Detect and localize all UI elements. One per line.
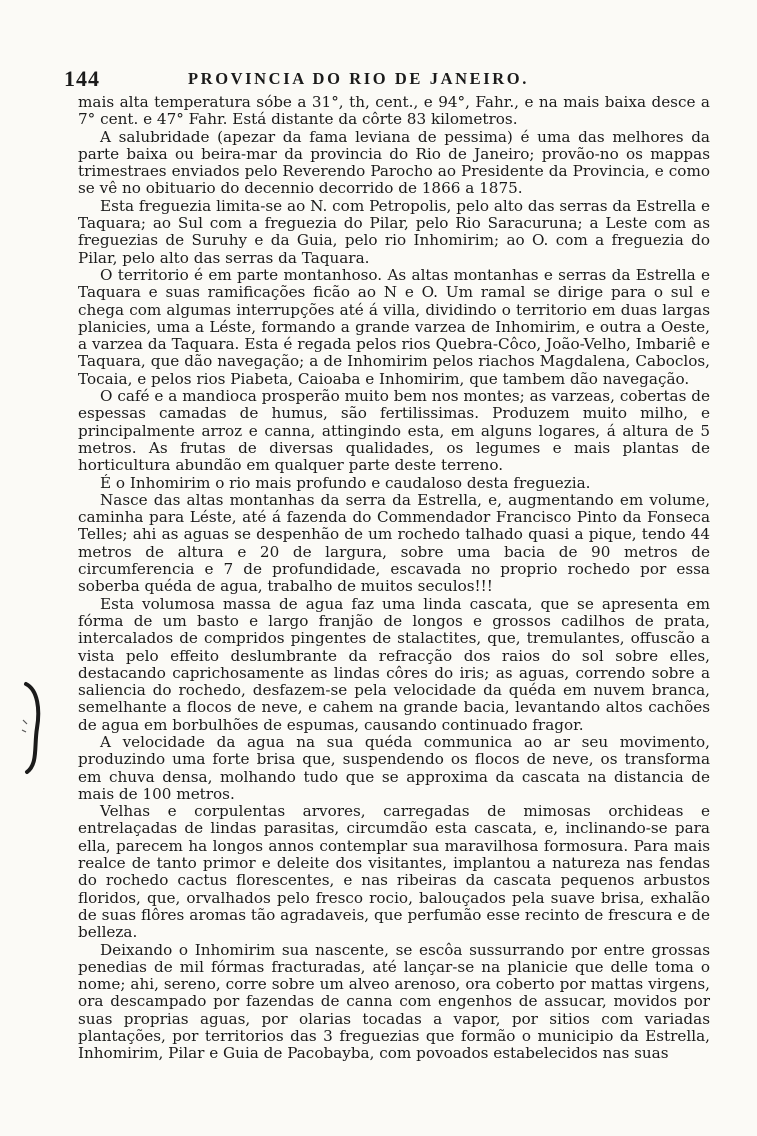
paragraph: mais alta temperatura sóbe a 31°, th, cent., e 94°, Fahr., e na mais baixa desce a 7° cent. e 47° Fahr. Está distante da côrte 83 kilometros. — [78, 93, 710, 129]
paragraph: O territorio é em parte montanhoso. As altas montanhas e serras da Estrella e Taquara e suas ramificações ficão ao N e O. Um ramal se dirige para o sul e chega com algumas interrupções até á villa, dividindo o territorio em duas largas planicies, uma a Léste, formando a grande varzea de Inhomirim, e outra a Oeste, a varzea da Taquara. Esta é regada pelos rios Quebra-Côco, João-Velho, Imbariê e Taquara, que dão navegação; a de Inhomirim pelos riachos Magdalena, Caboclos, Tocaia, e pelos rios Piabeta, Caioaba e Inhomirim, que tambem dão navegação. — [78, 265, 710, 388]
page-number: 144 — [64, 66, 100, 91]
paragraph: É o Inhomirim o rio mais profundo e caudaloso desta freguezia. — [100, 473, 591, 492]
running-title: PROVINCIA DO RIO DE JANEIRO. — [188, 69, 529, 88]
paragraph: Nasce das altas montanhas da serra da Estrella, e, augmentando em volume, caminha para Léste, até á fazenda do Commendador Francisco Pinto da Fonseca Telles; ahi as aguas se despenhão de um rochedo talhado quasi a pique, tendo 44 metros de altura e 20 de largura, sobre uma bacia de 90 metros de circumferencia e 7 de profundidade, escavada no proprio rochedo por essa soberba quéda de agua, trabalho de muitos seculos!!! — [78, 490, 710, 596]
margin-bracket-mark — [20, 680, 46, 776]
book-page — [64, 66, 710, 1063]
paragraph: Esta freguezia limita-se ao N. com Petropolis, pelo alto das serras da Estrella e Taquara; ao Sul com a freguezia do Pilar, pelo Rio Saracuruna; a Leste com as freguezias de Suruhy e da Guia, pelo rio Inhomirim; ao O. com a freguezia do Pilar, pelo alto das serras da Taquara. — [78, 196, 710, 267]
paragraph: Velhas e corpulentas arvores, carregadas de mimosas orchideas e entrelaçadas de lindas parasitas, circumdão esta cascata, e, inclinando-se para ella, parecem ha longos annos contemplar sua maravilhosa formosura. Para mais realce de tanto primor e deleite dos visitantes, implantou a natureza nas fendas do rochedo cactus florescentes, e nas ribeiras da cascata pequenos arbustos floridos, que, orvalhados pelo fresco rocio, balouçados pela suave brisa, exhalão de suas flôres aromas tão agradaveis, que perfumão esse recinto de frescura e de belleza. — [78, 802, 710, 942]
paragraph: A velocidade da agua na sua quéda communica ao ar seu movimento, produzindo uma forte brisa que, suspendendo os flocos de neve, os transforma em chuva densa, molhando tudo que se approxima da cascata na distancia de mais de 100 metros. — [78, 732, 710, 803]
paragraph: Esta volumosa massa de agua faz uma linda cascata, que se apresenta em fórma de um basto e largo franjão de longos e grossos cadilhos de prata, intercalados de compridos pingentes de stalactites, que, tremulantes, offuscão a vista pelo effeito deslumbrante da refracção dos raios do sol sobre elles, destacando caprichosamente as lindas côres do iris; as aguas, correndo sobre a saliencia do rochedo, desfazem-se pela velocidade da quéda em nuvem branca, semelhante a flocos de neve, e cahem na grande bacia, levantando altos cachões de agua em borbulhões de espumas, causando continuado fragor. — [78, 594, 710, 734]
paragraph: A salubridade (apezar da fama leviana de pessima) é uma das melhores da parte baixa ou beira-mar da provincia do Rio de Janeiro; provão-no os mappas trimestraes enviados pelo Reverendo Parocho ao Presidente da Provincia, e como se vê no obituario do decennio decorrido de 1866 a 1875. — [78, 127, 710, 198]
paragraph: O café e a mandioca prosperão muito bem nos montes; as varzeas, cobertas de espessas camadas de humus, são fertilissimas. Produzem muito milho, e principalmente arroz e canna, attingindo esta, em alguns logares, á altura de 5 metros. As frutas de diversas qualidades, os legumes e mais plantas de horticultura abundão em qualquer parte deste terreno. — [78, 387, 710, 475]
paragraph: Deixando o Inhomirim sua nascente, se escôa sussurrando por entre grossas penedias de mil fórmas fracturadas, até lançar-se na planicie que delle toma o nome; ahi, sereno, corre sobre um alveo arenoso, ora coberto por mattas virgens, ora descampado por fazendas de canna com engenhos de assucar, movidos por suas proprias aguas, por olarias tocadas a vapor, por sitios com variadas plantações, por territorios das 3 freguezias que formão o municipio da Estrella, Inhomirim, Pilar e Guia de Pacobayba, com povoados estabelecidos nas suas — [78, 940, 710, 1063]
page-header — [64, 66, 710, 91]
body-text — [78, 94, 710, 1063]
